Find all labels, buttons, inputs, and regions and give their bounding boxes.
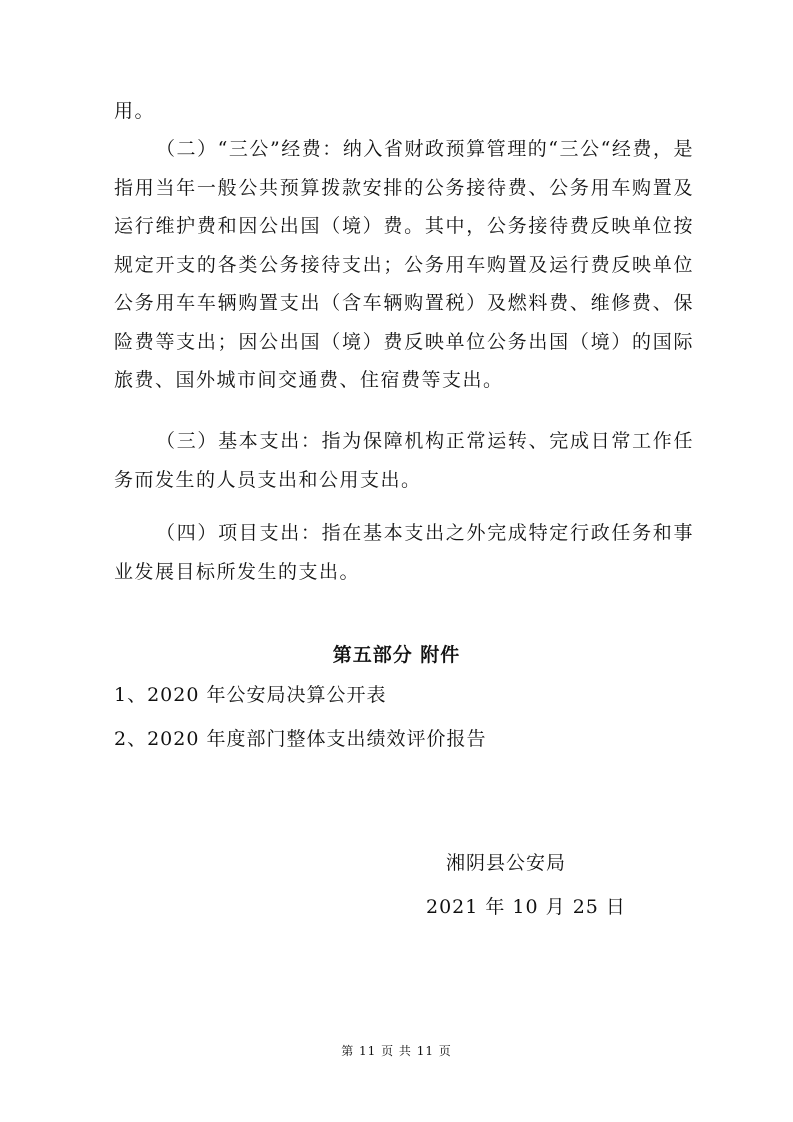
attachment-item: 1、2020 年公安局决算公开表 — [114, 684, 387, 706]
paragraph-text: （二）“三公”经费：纳入省财政预算管理的“三公“经费，是指用当年一般公共预算拨款安排的公务接待费、公务用车购置及运行维护费和因公出国（境）费。其中，公务接待费反映单位按规定开支的各类公务接待支出；公务用车购置及运行费反映单位公务用车车辆购置支出（含车辆购置税）及燃料费、维修费、保险费等支出；因公出国（境）费反映单位公务出国（境）的国际旅费、国外城市间交通费、住宿费等支出。 — [114, 138, 694, 391]
signature-date: 2021 年 10 月 25 日 — [426, 896, 626, 918]
page-number-footer: 第 11 页 共 11 页 — [341, 1044, 452, 1058]
signature-organization: 湘阴县公安局 — [446, 852, 567, 874]
paragraph-continuation — [114, 92, 694, 131]
paragraph-sangong-expenses — [114, 130, 694, 400]
attachment-item: 2、2020 年度部门整体支出绩效评价报告 — [114, 728, 487, 750]
paragraph-basic-expenditure — [114, 422, 694, 499]
paragraph-text: （四）项目支出：指在基本支出之外完成特定行政任务和事业发展目标所发生的支出。 — [114, 522, 694, 583]
paragraph-project-expenditure — [114, 514, 694, 591]
section-title: 第五部分 附件 — [332, 644, 461, 666]
paragraph-text: （三）基本支出：指为保障机构正常运转、完成日常工作任务而发生的人员支出和公用支出。 — [114, 430, 694, 491]
paragraph-text: 用。 — [114, 100, 156, 122]
